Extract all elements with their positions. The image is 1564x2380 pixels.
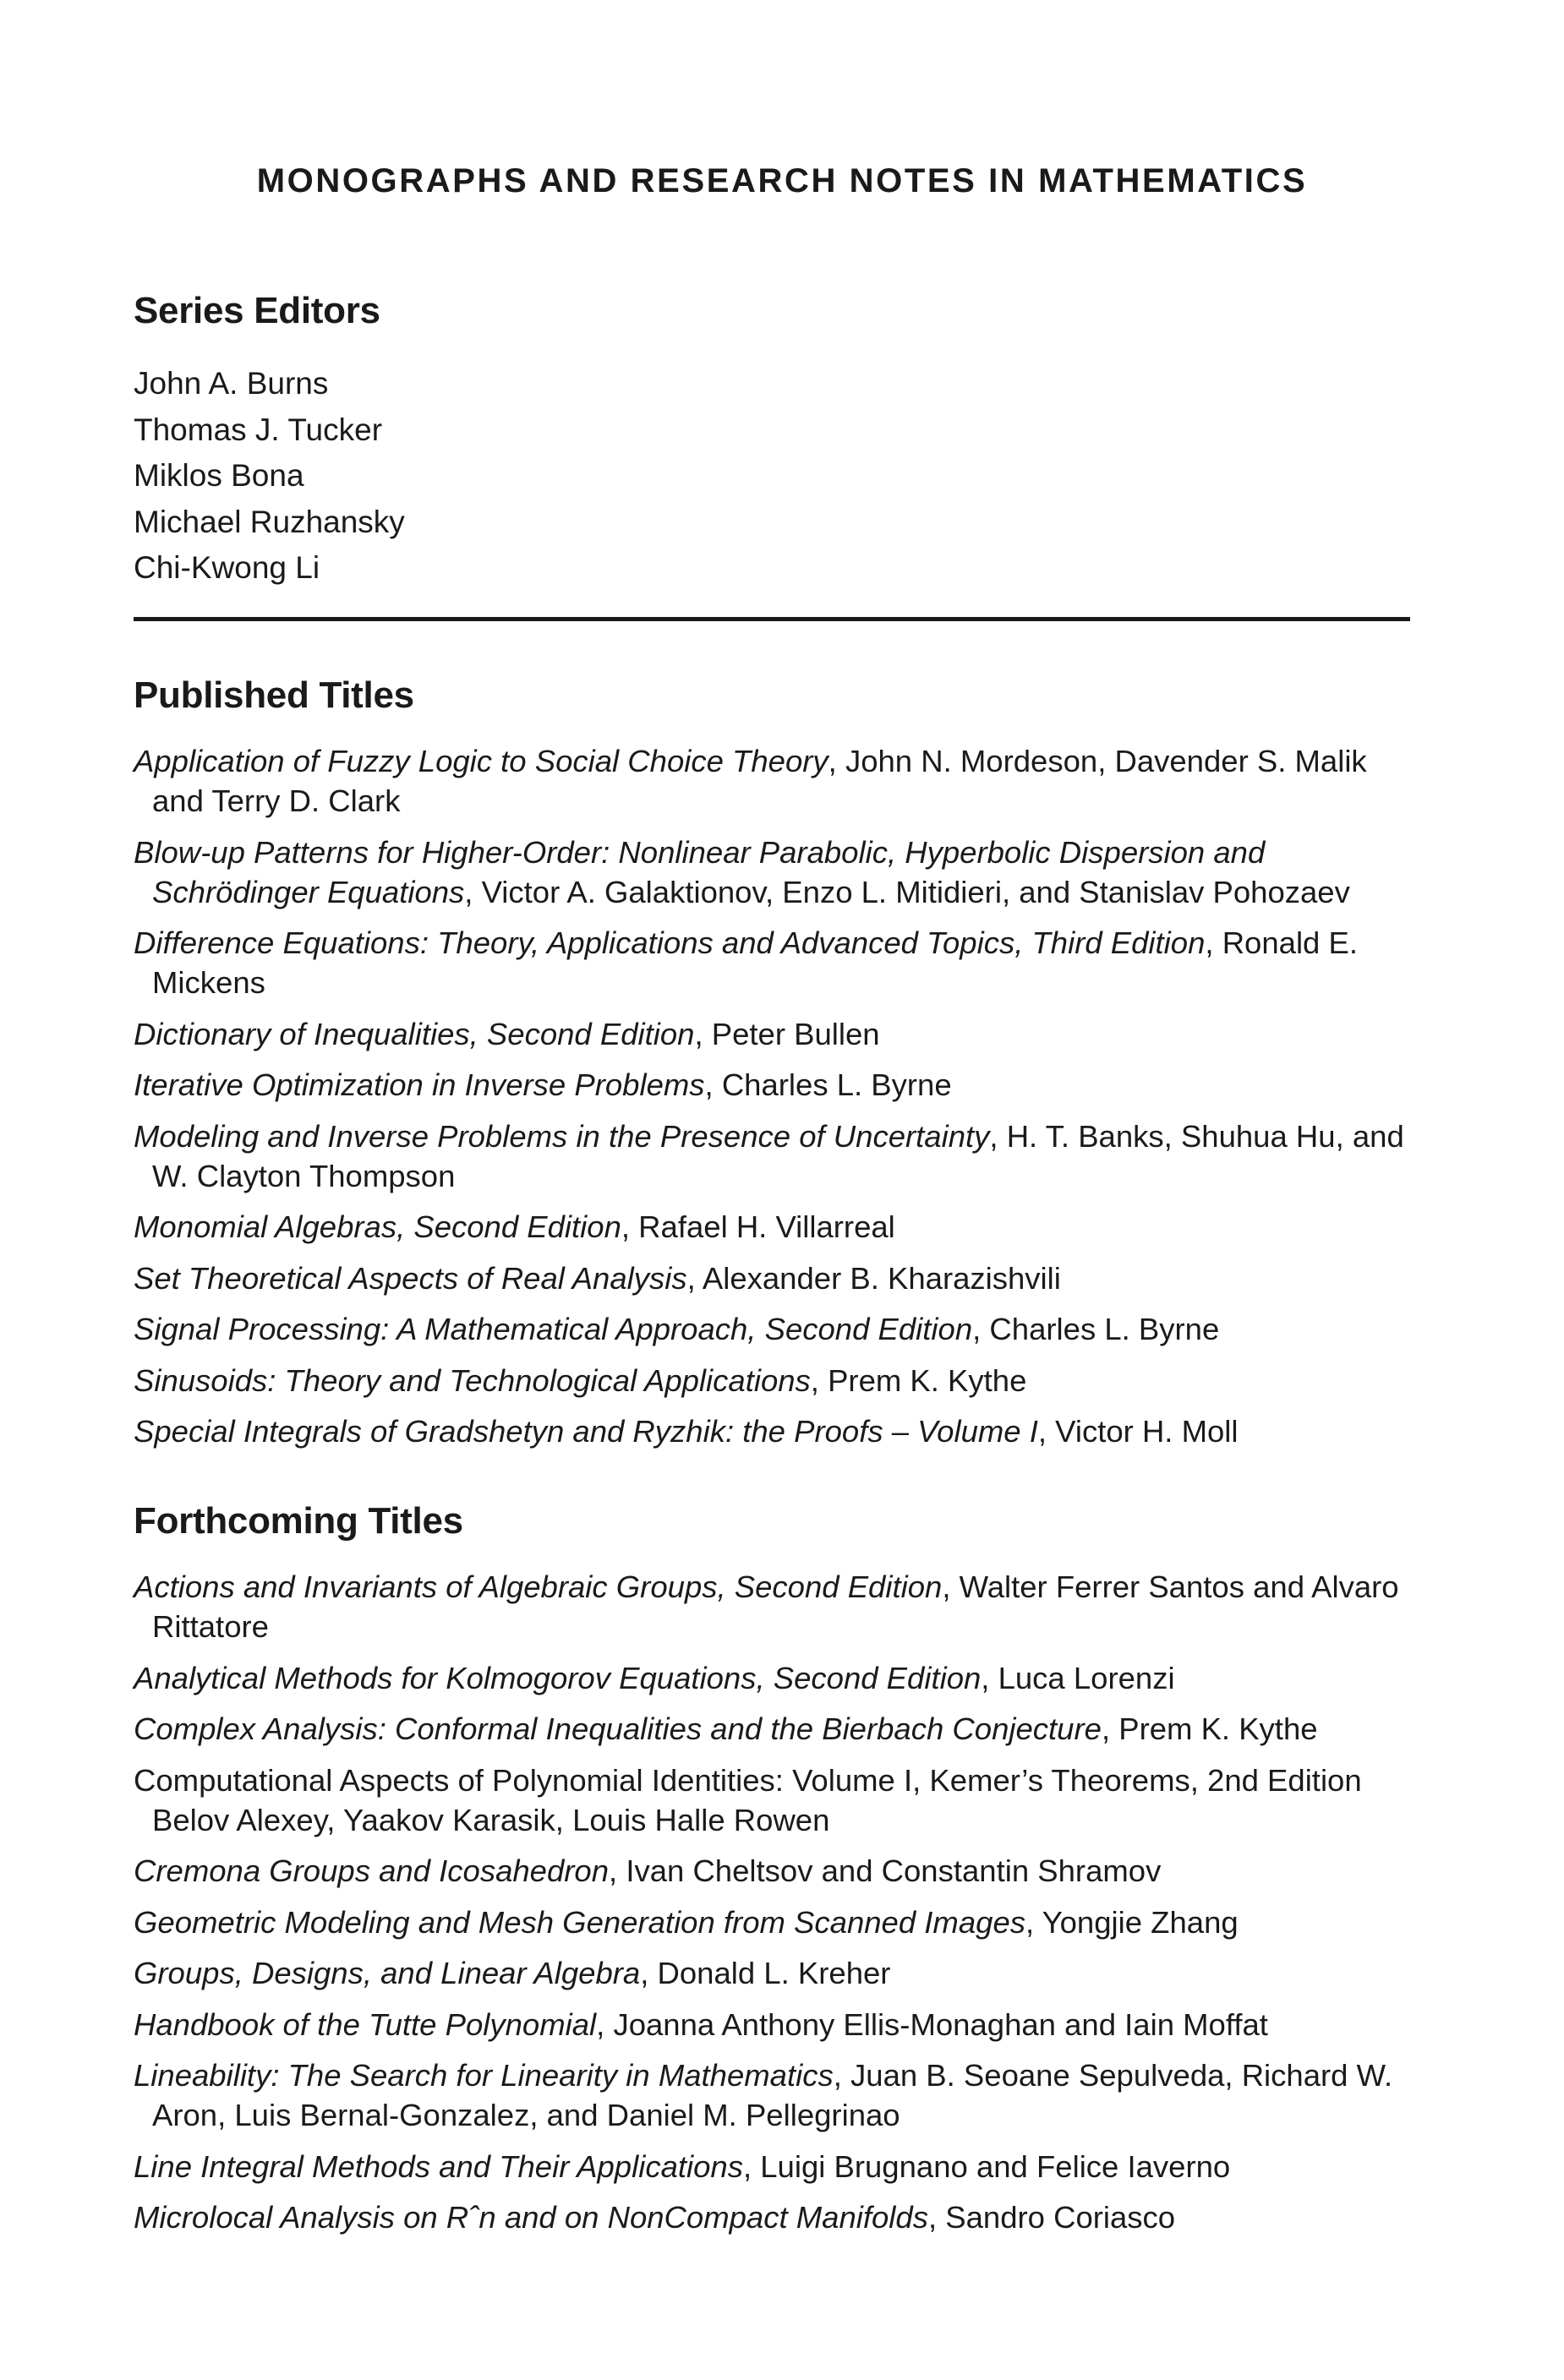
entry-title: Handbook of the Tutte Polynomial (134, 2006, 597, 2042)
entry-title: Microlocal Analysis on Rˆn and on NonCompact Manifolds (134, 2200, 928, 2235)
entry-title: Blow-up Patterns for Higher-Order: Nonlinear Parabolic, Hyperbolic Dispersion and Schrödinger Equations (134, 834, 1266, 909)
editor-name: Michael Ruzhansky (134, 504, 405, 539)
title-entry (134, 923, 1410, 1002)
editor-name: John A. Burns (134, 366, 329, 401)
section-divider (134, 617, 1410, 621)
title-entry (134, 2005, 1410, 2044)
entry-authors: , Sandro Coriasco (927, 2200, 1176, 2235)
entry-title: Monomial Algebras, Second Edition (134, 1209, 621, 1244)
entry-authors: , H. T. Banks, Shuhua Hu, and W. Clayton Thompson (152, 1118, 1404, 1193)
entry-authors: , Yongjie Zhang (1025, 1904, 1239, 1940)
entry-authors: , Walter Ferrer Santos and Alvaro Rittatore (152, 1569, 1399, 1644)
editor-name: Thomas J. Tucker (134, 412, 383, 447)
title-entry (134, 1065, 1410, 1105)
title-entry (134, 2055, 1410, 2135)
entry-title: Modeling and Inverse Problems in the Presence of Uncertainty (134, 1118, 990, 1154)
entry-authors: , Luigi Brugnano and Felice Iaverno (742, 2148, 1231, 2184)
entry-title: Special Integrals of Gradshetyn and Ryzhik: the Proofs – Volume I (134, 1414, 1038, 1449)
entry-authors: , Rafael H. Villarreal (621, 1209, 895, 1244)
entry-title: Actions and Invariants of Algebraic Groups, Second Edition (134, 1569, 943, 1604)
entry-title: Complex Analysis: Conformal Inequalities and the Bierbach Conjecture (134, 1711, 1102, 1746)
published-titles-list (134, 741, 1410, 1463)
editor-name: Miklos Bona (134, 458, 304, 493)
title-entry (134, 832, 1410, 912)
title-entry (134, 1658, 1410, 1698)
entry-title: Line Integral Methods and Their Applications (134, 2148, 743, 2184)
forthcoming-titles-heading: Forthcoming Titles (134, 1500, 463, 1542)
entry-title: Difference Equations: Theory, Applications and Advanced Topics, Third Edition (134, 925, 1206, 960)
entry-authors: , Ivan Cheltsov and Constantin Shramov (609, 1853, 1162, 1888)
entry-title: Application of Fuzzy Logic to Social Choice Theory (134, 744, 828, 778)
entry-title: Lineability: The Search for Linearity in Mathematics (134, 2058, 834, 2093)
entry-title: Geometric Modeling and Mesh Generation from Scanned Images (134, 1904, 1025, 1940)
title-entry (134, 2197, 1410, 2237)
entry-authors: , Luca Lorenzi (981, 1660, 1175, 1695)
entry-authors: , Prem K. Kythe (810, 1362, 1027, 1398)
title-entry (134, 1760, 1410, 1840)
entry-authors: , John N. Mordeson, Davender S. Malik and Terry D. Clark (152, 744, 1367, 818)
entry-title: Groups, Designs, and Linear Algebra (134, 1956, 641, 1990)
entry-authors: , Alexander B. Kharazishvili (686, 1260, 1061, 1296)
title-entry (134, 741, 1410, 821)
title-entry (134, 1851, 1410, 1891)
title-entry (134, 1258, 1410, 1298)
entry-title: Iterative Optimization in Inverse Problems (134, 1067, 705, 1102)
title-entry (134, 1709, 1410, 1749)
entry-authors: , Ronald E. Mickens (152, 925, 1358, 1000)
entry-authors: , Peter Bullen (694, 1016, 880, 1051)
entry-authors: , Juan B. Seoane Sepulveda, Richard W. Aron, Luis Bernal-Gonzalez, and Daniel M. Pellegrinao (152, 2058, 1393, 2132)
title-entry (134, 1116, 1410, 1196)
series-editors-heading: Series Editors (134, 290, 380, 331)
title-entry (134, 1953, 1410, 1993)
editors-list (134, 361, 1410, 592)
entry-authors: , Charles L. Byrne (704, 1067, 952, 1102)
entry-authors: , Donald L. Kreher (640, 1956, 891, 1990)
entry-title: Signal Processing: A Mathematical Approach, Second Edition (134, 1312, 973, 1346)
title-entry (134, 1411, 1410, 1451)
entry-authors: , Charles L. Byrne (972, 1312, 1220, 1346)
title-entry (134, 1309, 1410, 1349)
entry-authors: Computational Aspects of Polynomial Identities: Volume I, Kemer’s Theorems, 2nd Edition Belov Alexey, Yaakov Karasik, Louis Halle Rowen (134, 1762, 1362, 1837)
title-entry (134, 1014, 1410, 1054)
entry-authors: , Victor A. Galaktionov, Enzo L. Mitidieri, and Stanislav Pohozaev (464, 874, 1350, 909)
title-entry (134, 1207, 1410, 1247)
entry-title: Dictionary of Inequalities, Second Edition (134, 1016, 695, 1051)
entry-title: Sinusoids: Theory and Technological Applications (134, 1362, 811, 1398)
published-titles-heading: Published Titles (134, 674, 414, 716)
entry-title: Set Theoretical Aspects of Real Analysis (134, 1260, 687, 1296)
entry-title: Cremona Groups and Icosahedron (134, 1853, 610, 1888)
entry-authors: , Victor H. Moll (1037, 1414, 1239, 1449)
entry-authors: , Prem K. Kythe (1101, 1711, 1318, 1746)
title-entry (134, 1567, 1410, 1646)
entry-authors: , Joanna Anthony Ellis-Monaghan and Iain Moffat (596, 2006, 1268, 2042)
title-entry (134, 2147, 1410, 2186)
entry-title: Analytical Methods for Kolmogorov Equations, Second Edition (134, 1660, 982, 1695)
editor-name: Chi-Kwong Li (134, 550, 320, 585)
title-entry (134, 1902, 1410, 1942)
forthcoming-titles-list (134, 1567, 1410, 2249)
series-title: MONOGRAPHS AND RESEARCH NOTES IN MATHEMATICS (256, 162, 1308, 199)
title-entry (134, 1361, 1410, 1400)
